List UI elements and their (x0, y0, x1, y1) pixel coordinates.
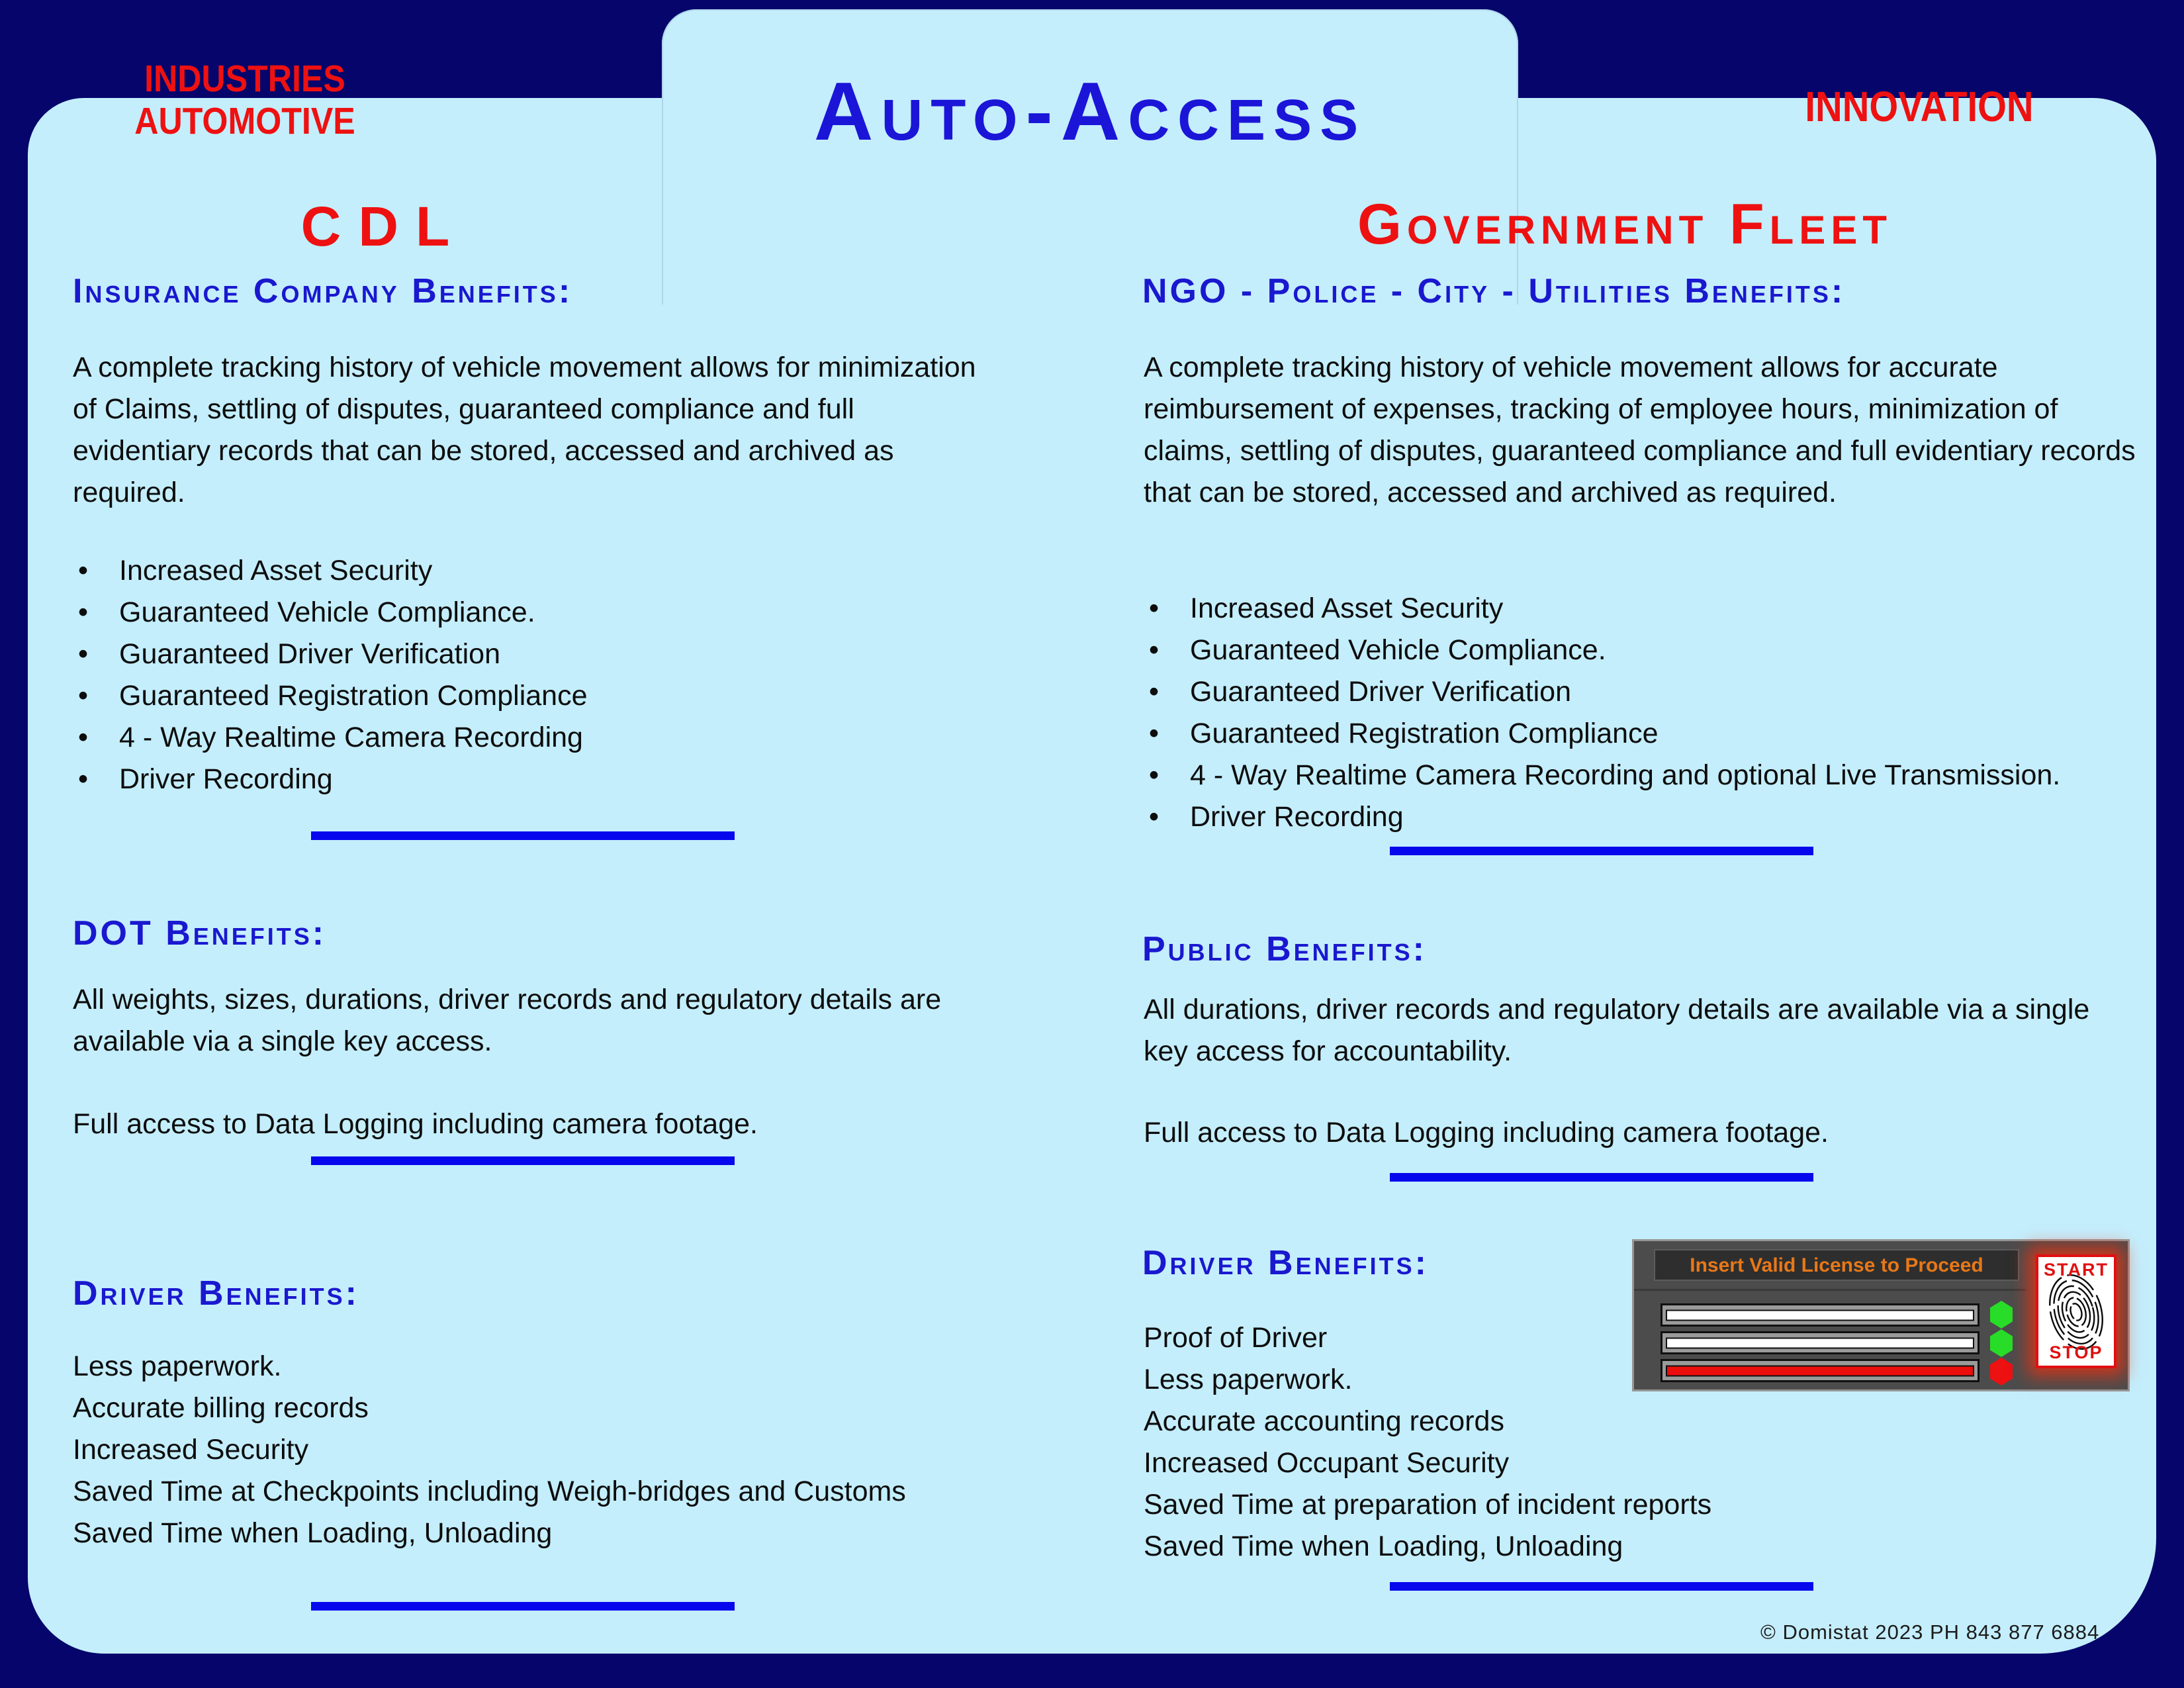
section-divider (1390, 1173, 1813, 1182)
copyright-footer: © Domistat 2023 PH 843 877 6884 (1760, 1620, 2100, 1644)
license-slot-3 (1661, 1359, 1979, 1382)
list-item: Less paperwork. (73, 1350, 282, 1382)
list-item: • Increased Asset Security (1149, 588, 2142, 630)
start-label: START (2044, 1260, 2109, 1280)
dot-benefits-paragraph-1: All weights, sizes, durations, driver records and regulatory details are available via a single key access. (73, 984, 942, 1057)
list-item: Saved Time at preparation of incident reports (1144, 1489, 1712, 1521)
section-divider (311, 1156, 735, 1165)
list-item: Saved Time at Checkpoints including Weigh-bridges and Customs (73, 1476, 906, 1507)
section-divider (1390, 1582, 1813, 1591)
status-led-red (1990, 1358, 2013, 1385)
list-item: • Increased Asset Security (78, 550, 1005, 592)
list-item: • Driver Recording (78, 759, 1005, 800)
ngo-benefits-bullet-list (1149, 588, 2142, 838)
list-item: • Driver Recording (1149, 796, 2142, 838)
public-benefits-paragraph-1: All durations, driver records and regulatory details are available via a single key access for accountability. (1144, 994, 2090, 1067)
status-led-green-1 (1990, 1301, 2013, 1329)
bullet-icon: • (78, 596, 89, 628)
list-item: • Guaranteed Driver Verification (78, 633, 1005, 675)
section-divider (1390, 847, 1813, 855)
bullet-icon: • (78, 555, 89, 586)
list-item: Saved Time when Loading, Unloading (1144, 1530, 1623, 1562)
list-item: • Guaranteed Registration Compliance (1149, 713, 2142, 755)
license-slot-2 (1661, 1331, 1979, 1354)
insurance-benefits-paragraph: A complete tracking history of vehicle movement allows for minimization of Claims, settling of disputes, guaranteed compliance and full evidentiary records that can be stored, accessed and archived as required. (73, 352, 976, 508)
driver-benefits-heading-right: Driver Benefits: (1142, 1244, 1429, 1282)
section-divider (311, 1602, 735, 1611)
list-item: • 4 - Way Realtime Camera Recording (78, 717, 1005, 759)
badge-left-line1: INDUSTRIES (144, 58, 345, 100)
list-item: Increased Security (73, 1434, 309, 1466)
bullet-icon: • (1149, 634, 1160, 666)
list-item: Proof of Driver (1144, 1322, 1328, 1354)
section-divider (311, 831, 735, 840)
fingerprint-icon (2044, 1272, 2108, 1350)
license-slot-1-bar (1666, 1309, 1974, 1321)
bullet-icon: • (78, 638, 89, 670)
dot-benefits-heading: DOT Benefits: (73, 914, 327, 953)
ngo-benefits-heading: NGO - Police - City - Utilities Benefits: (1142, 272, 1846, 310)
page-title: Auto-Access (813, 66, 1367, 158)
industries-automotive-badge (99, 58, 390, 143)
list-item: Accurate accounting records (1144, 1405, 1504, 1437)
left-column-title: CDL (300, 195, 467, 258)
list-item: • 4 - Way Realtime Camera Recording and optional Live Transmission. (1149, 755, 2142, 796)
fingerprint-panel (2036, 1254, 2116, 1368)
driver-benefits-lines-left (73, 1346, 999, 1554)
license-slot-2-bar (1666, 1337, 1974, 1348)
insurance-benefits-heading: Insurance Company Benefits: (73, 272, 573, 310)
public-benefits-heading: Public Benefits: (1142, 930, 1428, 968)
bullet-icon: • (78, 763, 89, 795)
list-item: Saved Time when Loading, Unloading (73, 1517, 553, 1549)
list-item: Less paperwork. (1144, 1364, 1353, 1395)
list-item: Increased Occupant Security (1144, 1447, 1510, 1479)
ngo-benefits-paragraph: A complete tracking history of vehicle movement allows for accurate reimbursement of expenses, tracking of employee hours, minimization of claims, settling of disputes, guaranteed compliance and full evidentiary records that can be stored, accessed and archived as required. (1144, 352, 2136, 508)
badge-left-line2: AUTOMOTIVE (134, 99, 355, 142)
license-reader-device (1632, 1239, 2130, 1391)
license-slot-1 (1661, 1303, 1979, 1327)
dot-benefits-paragraph-2: Full access to Data Logging including camera footage. (73, 1108, 758, 1140)
list-item: • Guaranteed Vehicle Compliance. (78, 592, 1005, 633)
list-item: Accurate billing records (73, 1392, 369, 1424)
bullet-icon: • (1149, 718, 1160, 749)
public-benefits-paragraph-2: Full access to Data Logging including camera footage. (1144, 1117, 1829, 1149)
innovation-badge: INNOVATION (1805, 83, 2034, 130)
driver-benefits-heading-left: Driver Benefits: (73, 1274, 359, 1313)
list-item: • Guaranteed Registration Compliance (78, 675, 1005, 717)
bullet-icon: • (1149, 676, 1160, 708)
bullet-icon: • (78, 722, 89, 753)
device-separator (1634, 1289, 2026, 1291)
status-led-green-2 (1990, 1329, 2013, 1357)
stop-label: STOP (2049, 1342, 2103, 1362)
insurance-benefits-bullet-list (78, 550, 1005, 800)
right-column-title: Government Fleet (1357, 193, 1892, 256)
bullet-icon: • (1149, 801, 1160, 833)
device-display: Insert Valid License to Proceed (1654, 1249, 2019, 1281)
list-item: • Guaranteed Vehicle Compliance. (1149, 630, 2142, 671)
bullet-icon: • (1149, 592, 1160, 624)
list-item: • Guaranteed Driver Verification (1149, 671, 2142, 713)
bullet-icon: • (78, 680, 89, 712)
start-stop-panel (2026, 1241, 2128, 1389)
license-slot-3-bar (1666, 1365, 1974, 1376)
bullet-icon: • (1149, 759, 1160, 791)
